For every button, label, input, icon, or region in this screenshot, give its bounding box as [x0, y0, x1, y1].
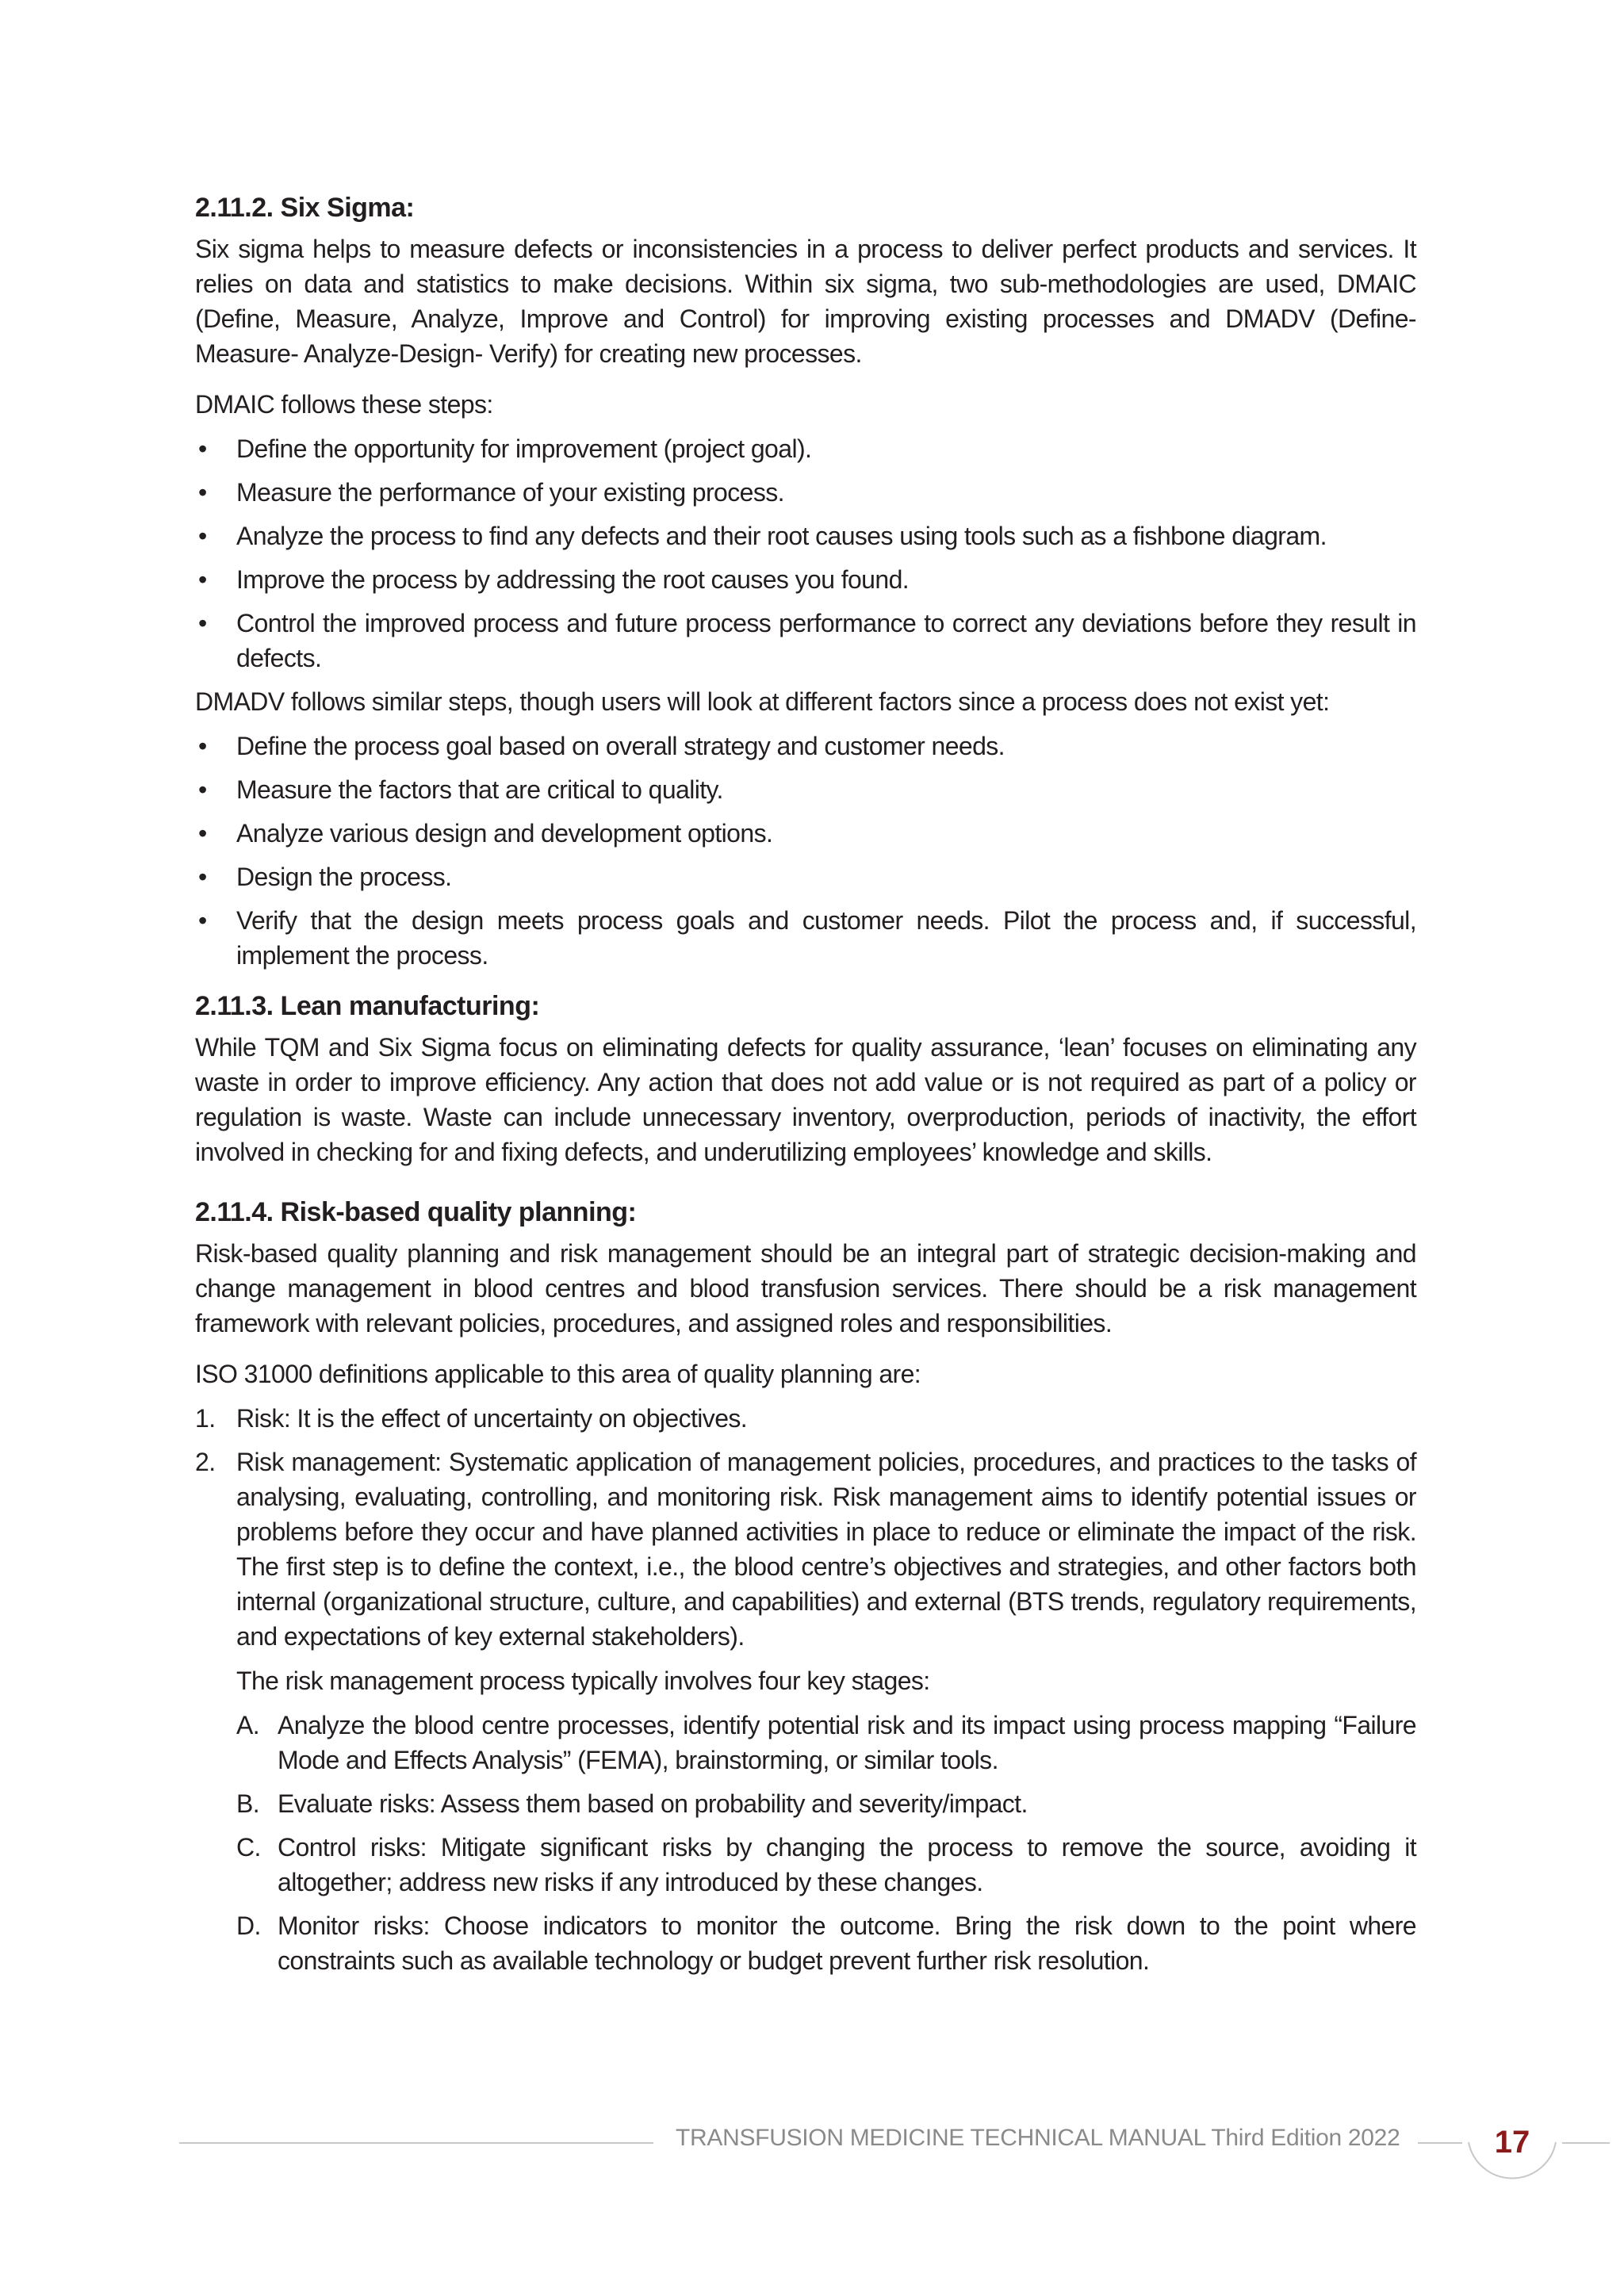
section-six-sigma [195, 190, 1416, 973]
list-item-text: Risk management: Systematic application of management policies, procedures, and practices to the tasks of analysing, evaluating, controlling, and monitoring risk. Risk management aims to identify potential issues or problems before they occur and have planned activities in place to reduce or eliminate the impact of the risk. The first step is to define the context, i.e., the blood centre’s objectives and strategies, and other factors both internal (organizational structure, culture, and capabilities) and external (BTS trends, regulatory requirements, and expectations of key external stakeholders). [236, 1448, 1416, 1651]
paragraph: ISO 31000 definitions applicable to this area of quality planning are: [195, 1360, 921, 1388]
list-item: • Improve the process by addressing the root causes you found. [195, 562, 1416, 597]
paragraph: The risk management process typically involves four key stages: [236, 1667, 930, 1695]
list-item [195, 1401, 1416, 1436]
list-item [236, 1830, 1416, 1900]
list-item-text: Risk: It is the effect of uncertainty on objectives. [236, 1404, 748, 1433]
footer-rule [1562, 2142, 1610, 2144]
paragraph: While TQM and Six Sigma focus on eliminating defects for quality assurance, ‘lean’ focuses on eliminating any waste in order to improve efficiency. Any action that does not add value or is not required as part of a policy or regulation is waste. Waste can include unnecessary inventory, overproduction, periods of inactivity, the effort involved in checking for and fixing defects, and underutilizing employees’ knowledge and skills. [195, 1033, 1416, 1166]
list-item [236, 1708, 1416, 1777]
paragraph: Six sigma helps to measure defects or inconsistencies in a process to deliver perfect products and services. It relies on data and statistics to make decisions. Within six sigma, two sub-methodologies are used, DMAIC (Define, Measure, Analyze, Improve and Control) for improving existing processes and DMADV (Define-Measure- Analyze-Design- Verify) for creating new processes. [195, 235, 1416, 368]
dmaic-list [195, 431, 1416, 675]
list-item-text: Monitor risks: Choose indicators to monitor the outcome. Bring the risk down to the point where constraints such as available technology or budget prevent further risk resolution. [278, 1911, 1416, 1975]
page-footer [0, 2125, 1624, 2220]
list-item: • Define the opportunity for improvement (project goal). [195, 431, 1416, 466]
list-item [236, 1786, 1416, 1821]
section-heading: 2.11.3. Lean manufacturing: [195, 991, 540, 1021]
list-letter: B. [236, 1789, 260, 1818]
list-number: 2. [195, 1448, 216, 1476]
list-item-text: Evaluate risks: Assess them based on probability and severity/impact. [278, 1789, 1028, 1818]
section-lean [195, 989, 1416, 1169]
list-item: • Analyze various design and development options. [195, 816, 1416, 851]
list-letter: D. [236, 1911, 261, 1940]
section-risk-planning [195, 1195, 1416, 1978]
list-item: • Design the process. [195, 859, 1416, 894]
list-item: • Analyze the process to find any defects and their root causes using tools such as a fishbone diagram. [195, 519, 1416, 553]
list-item: • Verify that the design meets process goals and customer needs. Pilot the process and, if successful, implement the process. [195, 903, 1416, 973]
list-item: • Measure the factors that are critical to quality. [195, 772, 1416, 807]
list-item [195, 1445, 1416, 1978]
list-item [236, 1908, 1416, 1978]
list-item: • Define the process goal based on overall strategy and customer needs. [195, 729, 1416, 763]
list-letter: A. [236, 1711, 260, 1739]
paragraph: Risk-based quality planning and risk management should be an integral part of strategic decision-making and change management in blood centres and blood transfusion services. There should be a risk management framework with relevant policies, procedures, and assigned roles and responsibilities. [195, 1239, 1416, 1337]
list-item: • Measure the performance of your existing process. [195, 475, 1416, 510]
dmadv-list [195, 729, 1416, 973]
footer-rule [1418, 2142, 1462, 2144]
footer-rule [179, 2142, 653, 2144]
list-item: • Control the improved process and future process performance to correct any deviations before they result in defects. [195, 606, 1416, 675]
document-body [195, 190, 1416, 1987]
section-heading: 2.11.2. Six Sigma: [195, 193, 415, 223]
iso-definitions-list [195, 1401, 1416, 1978]
list-number: 1. [195, 1404, 216, 1433]
section-heading: 2.11.4. Risk-based quality planning: [195, 1197, 637, 1227]
paragraph: DMAIC follows these steps: [195, 390, 493, 419]
footer-title: TRANSFUSION MEDICINE TECHNICAL MANUAL Third Edition 2022 [676, 2125, 1400, 2151]
stages-list [236, 1708, 1416, 1978]
list-letter: C. [236, 1833, 261, 1862]
list-item-text: Control risks: Mitigate significant risks by changing the process to remove the source, avoiding it altogether; address new risks if any introduced by these changes. [278, 1833, 1416, 1896]
page-number: 17 [1494, 2125, 1530, 2160]
paragraph: DMADV follows similar steps, though users will look at different factors since a process does not exist yet: [195, 687, 1330, 716]
list-item-text: Analyze the blood centre processes, identify potential risk and its impact using process mapping “Failure Mode and Effects Analysis” (FEMA), brainstorming, or similar tools. [278, 1711, 1416, 1774]
